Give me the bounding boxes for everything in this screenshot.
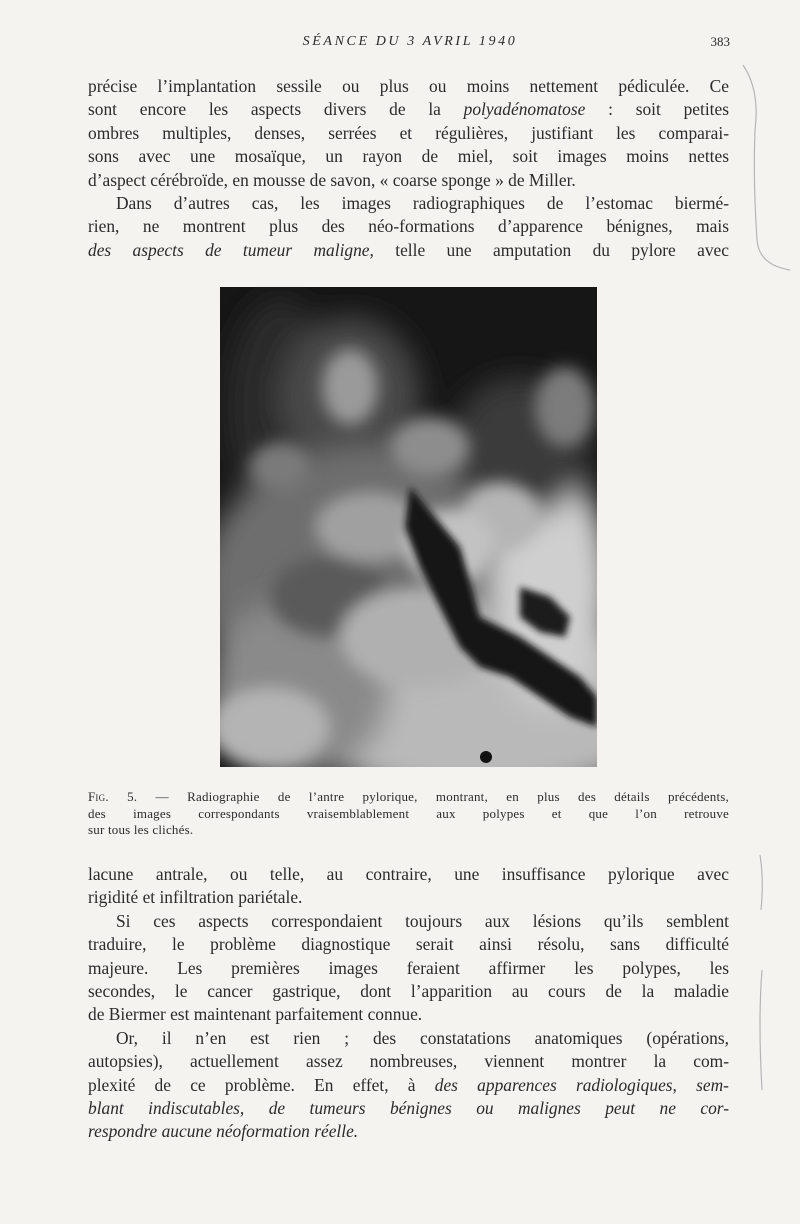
text-line: Or, il n’en est rien ; des constatations anatomiques (opérations,: [116, 1027, 729, 1048]
italic-text: blant indiscutables, de tumeurs bénignes ou malignes peut ne cor-: [88, 1098, 729, 1119]
radiograph-dot: [480, 751, 492, 763]
text-line: lacune antrale, ou telle, au contraire, une insuffisance pylorique avec: [88, 864, 729, 884]
figure-label: Fig. 5.: [88, 789, 138, 804]
text-line: Dans d’autres cas, les images radiographiques de l’estomac biermé-: [116, 193, 729, 214]
text-line: ombres multiples, denses, serrées et régulières, justifiant les comparai-: [88, 122, 729, 143]
text-line: [88, 98, 729, 121]
italic-term: des aspects de tumeur maligne,: [88, 239, 374, 260]
text-run: plexité de ce problème. En effet, à: [88, 1074, 435, 1095]
header-title: SÉANCE DU 3 AVRIL 1940: [302, 34, 518, 49]
top-paragraphs: [88, 75, 729, 262]
figure-caption: [88, 789, 729, 839]
text-line: sons avec une mosaïque, un rayon de miel, soit images moins nettes: [88, 146, 729, 167]
text-run: sont encore les aspects divers de la: [88, 99, 464, 120]
text-line: [88, 1097, 729, 1120]
caption-line: [88, 789, 729, 806]
text-line: d’aspect cérébroïde, en mousse de savon, « coarse sponge » de Miller.: [88, 169, 576, 190]
text-run: : soit petites: [585, 99, 729, 120]
text-line: précise l’implantation sessile ou plus ou moins nettement pédiculée. Ce: [88, 76, 729, 96]
caption-line: sur tous les clichés.: [88, 822, 194, 837]
text-line: de Biermer est maintenant parfaitement connue.: [88, 1004, 423, 1025]
radiograph-figure: [220, 287, 597, 767]
italic-text: des apparences radiologiques, sem-: [434, 1074, 729, 1095]
text-line: majeure. Les premières images feraient affirmer les polypes, les: [88, 957, 729, 978]
page-number: 383: [710, 34, 730, 49]
caption-text: — Radiographie de l’antre pylorique, montrant, en plus des détails précédents,: [137, 789, 729, 804]
radiograph-image: [220, 287, 597, 767]
italic-text: respondre aucune néoformation réelle.: [88, 1121, 359, 1142]
caption-line: des images correspondants vraisemblablement aux polypes et que l’on retrouve: [88, 805, 729, 821]
text-line: [88, 239, 729, 262]
bottom-paragraphs: [88, 863, 729, 1144]
text-run: telle une amputation du pylore avec: [395, 239, 729, 260]
margin-pencil-mark: [735, 60, 797, 280]
text-line: autopsies), actuellement assez nombreuses, viennent montrer la com-: [88, 1051, 729, 1072]
running-header: [90, 34, 730, 54]
text-line: traduire, le problème diagnostique serait ainsi résolu, sans difficulté: [88, 934, 729, 955]
text-line: Si ces aspects correspondaient toujours aux lésions qu’ils semblent: [116, 910, 729, 931]
margin-pencil-mark: [752, 850, 772, 1100]
text-line: secondes, le cancer gastrique, dont l’apparition au cours de la maladie: [88, 981, 729, 1002]
text-line: rien, ne montrent plus des néo-formations d’apparence bénignes, mais: [88, 216, 729, 237]
text-line: rigidité et infiltration pariétale.: [88, 887, 303, 908]
italic-term: polyadénomatose: [463, 99, 586, 120]
text-line: [88, 1120, 729, 1143]
text-line: [88, 1074, 729, 1097]
